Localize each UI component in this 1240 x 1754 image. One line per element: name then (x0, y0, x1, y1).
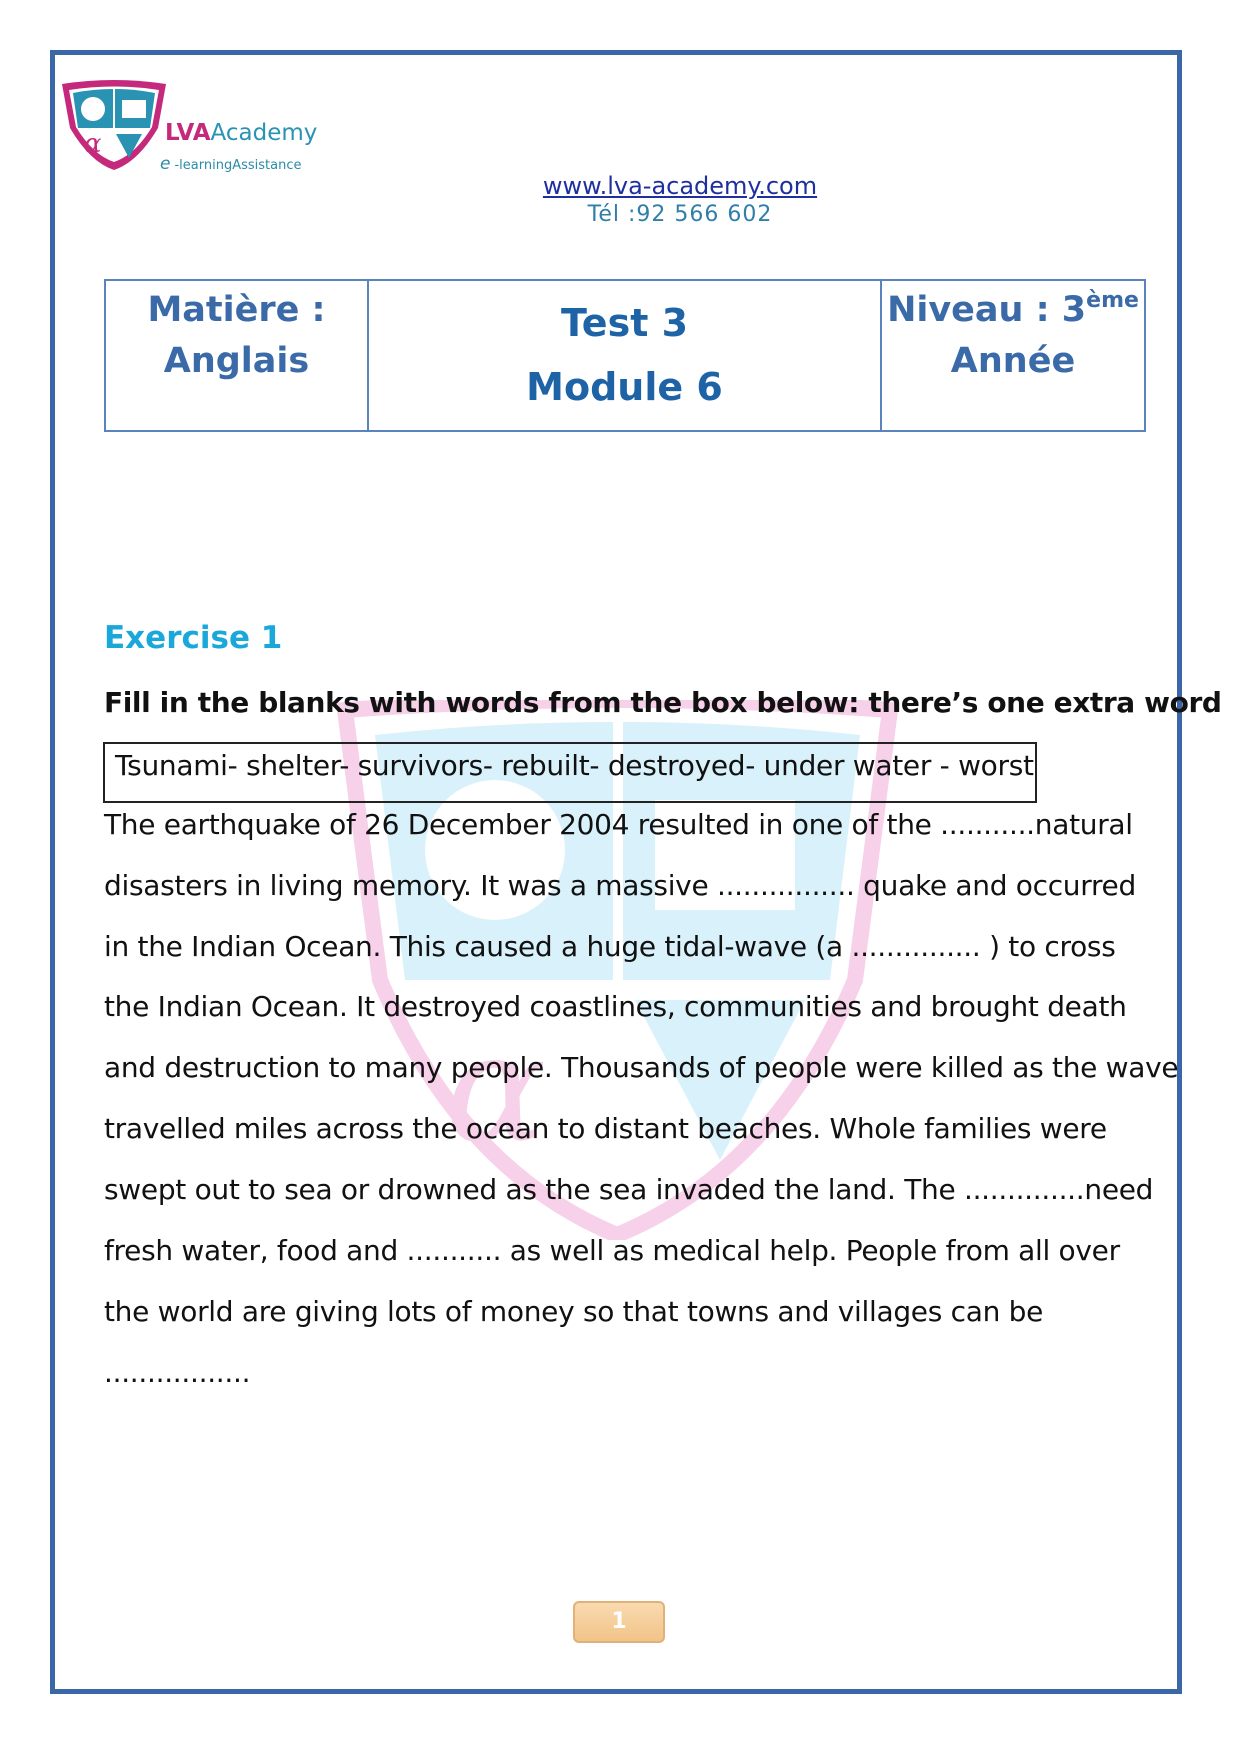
word-box: Tsunami- shelter- survivors- rebuilt- destroyed- under water - worst (103, 742, 1037, 803)
book-icon (122, 100, 146, 118)
test-title: Test 3 (560, 301, 689, 345)
exercise-title: Exercise 1 (104, 620, 283, 656)
website-link[interactable]: www.lva-academy.com (542, 172, 818, 200)
passage-line: The earthquake of 26 December 2004 resulted in one of the ...........natural (104, 808, 1133, 841)
brand-name-prefix: LVA (165, 120, 211, 146)
brand-name-suffix: Academy (210, 120, 318, 146)
headset-icon (81, 97, 105, 121)
module-title: Module 6 (526, 365, 723, 409)
passage-line: disasters in living memory. It was a massive ................ quake and occurred (104, 869, 1136, 902)
passage-line: travelled miles across the ocean to distant beaches. Whole families were (104, 1112, 1107, 1145)
exercise-instruction: Fill in the blanks with words from the box below: there’s one extra word (104, 686, 1222, 719)
brand-name (165, 120, 317, 146)
subject-value: Anglais (163, 341, 310, 381)
title-cell (369, 281, 882, 430)
lva-academy-logo (58, 78, 170, 172)
passage-line: swept out to sea or drowned as the sea invaded the land. The ..............need (104, 1173, 1154, 1206)
brand-tagline-text: -learningAssistance (174, 158, 302, 173)
level-label-text: Niveau : 3 (887, 290, 1087, 330)
subject-cell (106, 281, 369, 430)
logo-alpha: α (84, 129, 102, 159)
passage-line: ................. (104, 1356, 251, 1389)
brand-tagline-e: e (160, 154, 171, 174)
brand-tagline (160, 154, 301, 174)
level-value: Année (950, 341, 1076, 381)
passage-line: in the Indian Ocean. This caused a huge tidal-wave (a ............... ) to cross (104, 930, 1116, 963)
watermark-alpha: α (445, 1002, 547, 1176)
passage-line: and destruction to many people. Thousands of people were killed as the wave (104, 1051, 1179, 1084)
level-label (882, 285, 1144, 336)
phone-number: Tél :92 566 602 (587, 202, 773, 227)
subject-label: Matière : (147, 290, 326, 330)
passage-line: the Indian Ocean. It destroyed coastlines, communities and brought death (104, 990, 1127, 1023)
level-cell (882, 281, 1144, 430)
header-table (104, 279, 1146, 432)
passage-line: the world are giving lots of money so that towns and villages can be (104, 1295, 1044, 1328)
page-number: 1 (573, 1601, 665, 1643)
level-superscript: ème (1086, 288, 1139, 313)
passage-line: fresh water, food and ........... as well as medical help. People from all over (104, 1234, 1120, 1267)
